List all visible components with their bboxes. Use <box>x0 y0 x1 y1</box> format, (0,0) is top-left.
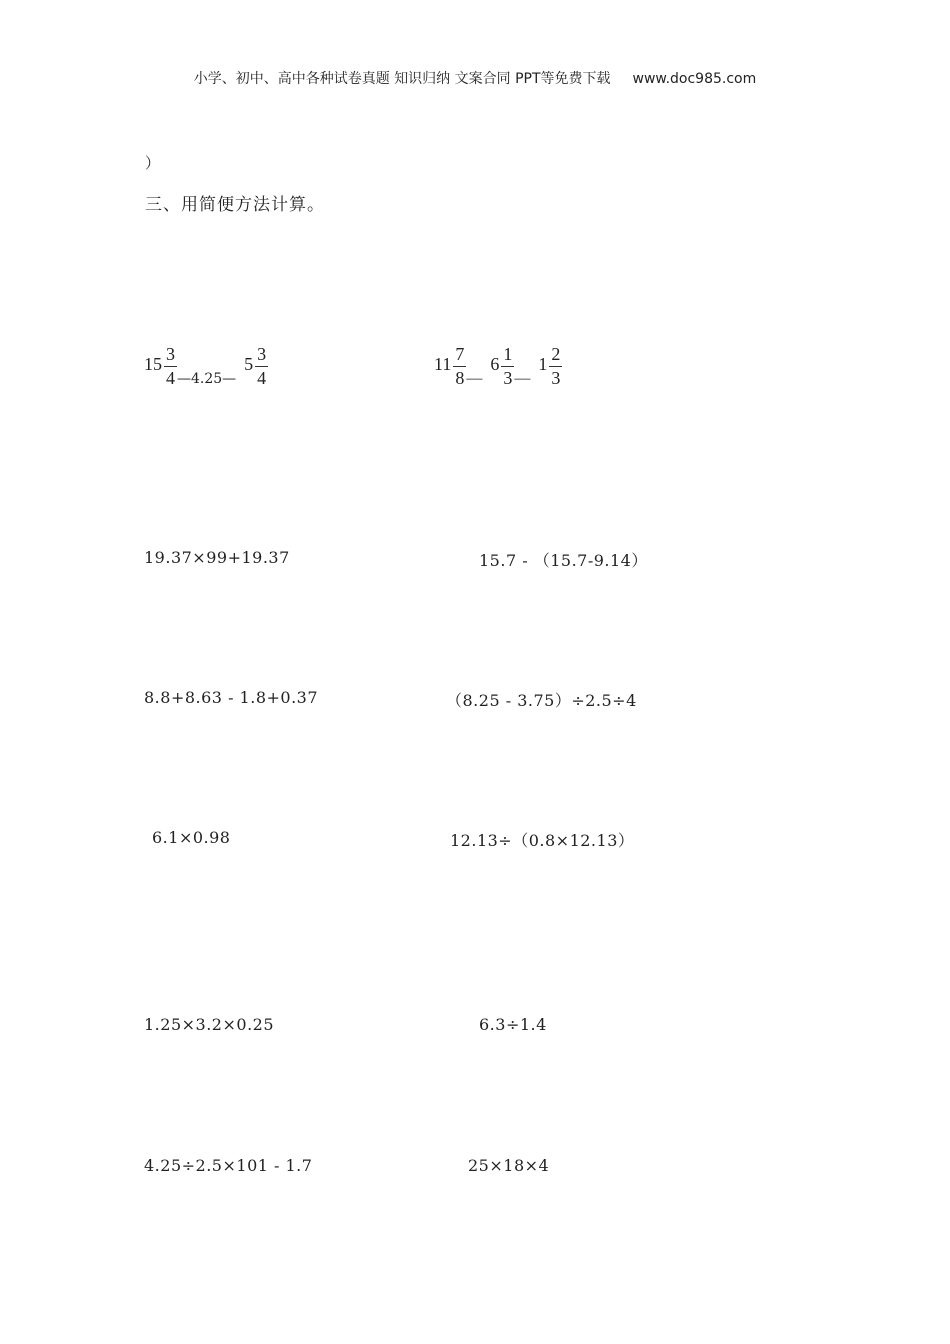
whole-number: 15 <box>144 354 162 374</box>
closing-paren: ） <box>145 154 161 172</box>
problem-8: 12.13÷（0.8×12.13） <box>450 831 635 850</box>
problem-4: 15.7 - （15.7-9.14） <box>479 551 648 570</box>
problem-6: （8.25 - 3.75）÷2.5÷4 <box>446 691 637 710</box>
whole-number: 5 <box>244 354 254 374</box>
problem-3: 19.37×99+19.37 <box>144 548 290 567</box>
problem-12: 25×18×4 <box>468 1156 550 1175</box>
header-text: 小学、初中、高中各种试卷真题 知识归纳 文案合同 PPT等免费下载 <box>193 71 611 87</box>
whole-number: 1 <box>538 354 548 374</box>
fraction <box>549 344 562 388</box>
problem-5: 8.8+8.63 - 1.8+0.37 <box>144 688 319 707</box>
header-site: www.doc985.com <box>632 71 757 87</box>
problem-fraction-2 <box>434 344 562 388</box>
problem-7: 6.1×0.98 <box>152 828 231 847</box>
fraction-bar <box>453 366 466 367</box>
operator: — <box>466 370 483 387</box>
numerator: 3 <box>257 344 267 364</box>
fraction-bar <box>501 366 514 367</box>
whole-number: 6 <box>490 354 500 374</box>
fraction <box>453 344 466 388</box>
operator: —4.25— <box>177 371 237 387</box>
fraction <box>255 344 268 388</box>
denominator: 4 <box>257 368 267 388</box>
denominator: 8 <box>455 368 465 388</box>
page-header <box>0 68 950 88</box>
problem-9: 1.25×3.2×0.25 <box>144 1015 275 1034</box>
problem-10: 6.3÷1.4 <box>479 1015 547 1034</box>
problem-fraction-1 <box>144 344 268 388</box>
numerator: 7 <box>455 344 465 364</box>
section-title: 三、用简便方法计算。 <box>145 195 325 215</box>
fraction <box>501 344 514 388</box>
numerator: 3 <box>166 344 175 364</box>
denominator: 4 <box>166 368 175 388</box>
numerator: 1 <box>503 344 513 364</box>
problem-11: 4.25÷2.5×101 - 1.7 <box>144 1156 313 1175</box>
fraction-bar <box>549 366 562 367</box>
denominator: 3 <box>503 368 513 388</box>
denominator: 3 <box>551 368 561 388</box>
whole-number: 11 <box>434 354 452 374</box>
fraction <box>164 344 177 388</box>
numerator: 2 <box>551 344 561 364</box>
operator: — <box>514 370 531 387</box>
fraction-bar <box>164 366 177 367</box>
fraction-bar <box>255 366 268 367</box>
